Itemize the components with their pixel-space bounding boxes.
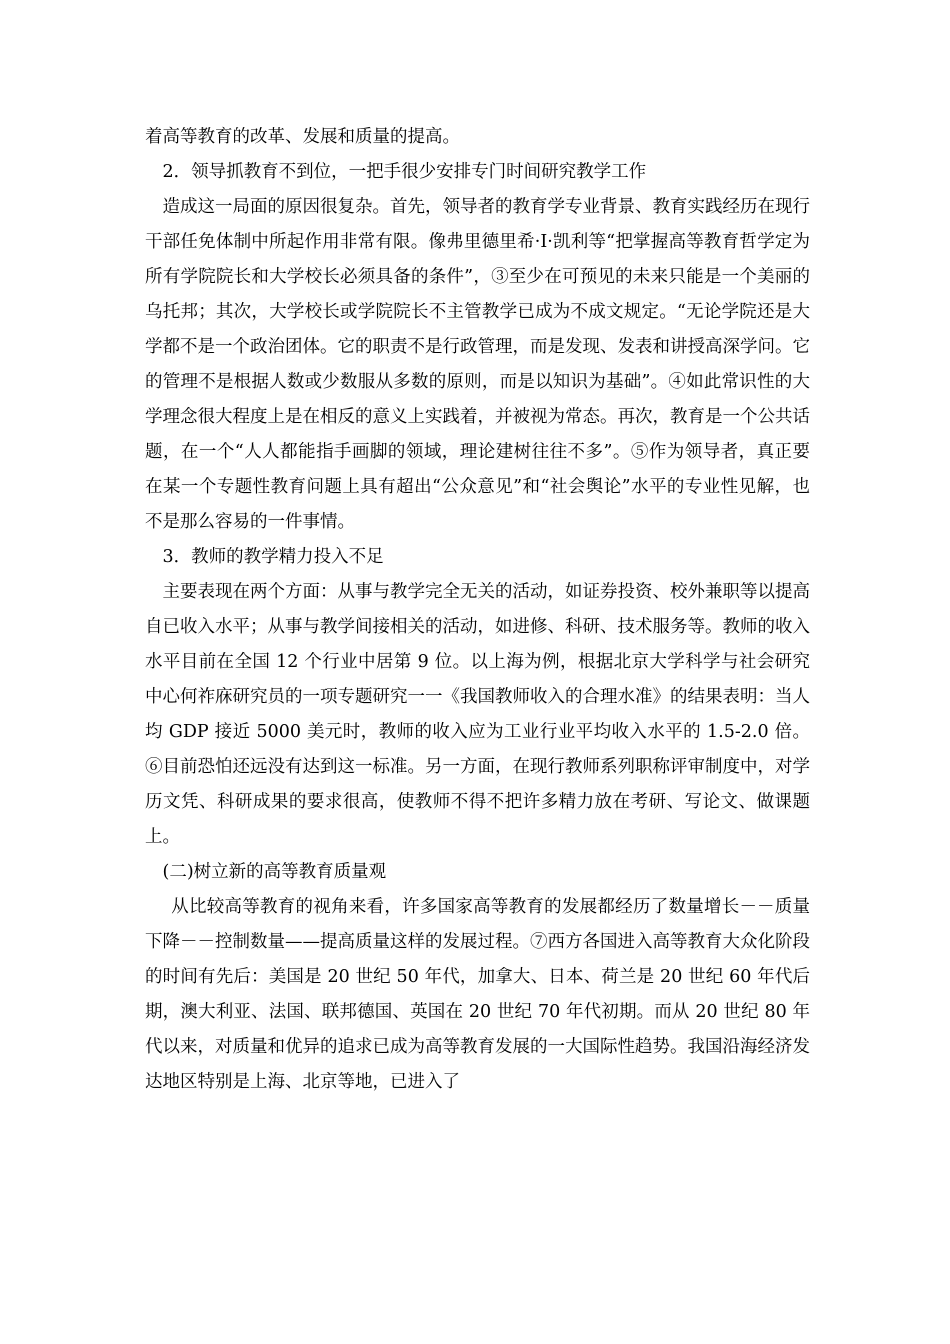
body-paragraph: 造成这一局面的原因很复杂。首先，领导者的教育学专业背景、教育实践经历在现行干部任免体制中所起作用非常有限。像弗里德里希·I·凯利等“把掌握高等教育哲学定为所有学院院长和大学校长必须具备的条件”，③至少在可预见的未来只能是一个美丽的乌托邦；其次，大学校长或学院院长不主管教学已成为不成文规定。“无论学院还是大学都不是一个政治团体。它的职责不是行政管理，而是发现、发表和讲授高深学问。它的管理不是根据人数或少数服从多数的原则，而是以知识为基础”。④如此常识性的大学理念很大程度上是在相反的意义上实践着，并被视为常态。再次，教育是一个公共话题，在一个“人人都能指手画脚的领域，理论建树往往不多”。⑤作为领导者，真正要在某一个专题性教育问题上具有超出“公众意见”和“社会舆论”水平的专业性见解，也不是那么容易的一件事情。 — [145, 197, 810, 532]
body-paragraph: 着高等教育的改革、发展和质量的提高。 — [145, 127, 460, 147]
section-heading: 3．教师的教学精力投入不足 — [162, 547, 384, 567]
body-paragraph: 主要表现在两个方面：从事与教学完全无关的活动，如证券投资、校外兼职等以提高自已收入水平；从事与教学间接相关的活动，如进修、科研、技术服务等。教师的收入水平目前在全国 12 个行业中居第 9 位。以上海为例，根据北京大学科学与社会研究中心何祚庥研究员的一项专题研究一一《我国教师收入的合理水准》的结果表明：当人均 GDP 接近 5000 美元时，教师的收入应为工业行业平均收入水平的 1.5-2.0 倍。⑥目前恐怕还远没有达到这一标准。另一方面，在现行教师系列职称评审制度中，对学历文凭、科研成果的要求很高，使教师不得不把许多精力放在考研、写论文、做课题上。 — [145, 582, 810, 847]
document-body — [145, 120, 810, 1100]
section-heading: (二)树立新的高等教育质量观 — [162, 862, 387, 882]
body-paragraph: 从比较高等教育的视角来看，许多国家高等教育的发展都经历了数量增长－－质量下降－－控制数量——提高质量这样的发展过程。⑦西方各国进入高等教育大众化阶段的时间有先后：美国是 20 世纪 50 年代，加拿大、日本、荷兰是 20 世纪 60 年代后期，澳大利亚、法国、联邦德国、英国在 20 世纪 70 年代初期。而从 20 世纪 80 年代以来，对质量和优异的追求已成为高等教育发展的一大国际性趋势。我国沿海经济发达地区特别是上海、北京等地，已进入了 — [145, 897, 810, 1092]
section-heading: 2．领导抓教育不到位，一把手很少安排专门时间研究教学工作 — [162, 162, 647, 182]
